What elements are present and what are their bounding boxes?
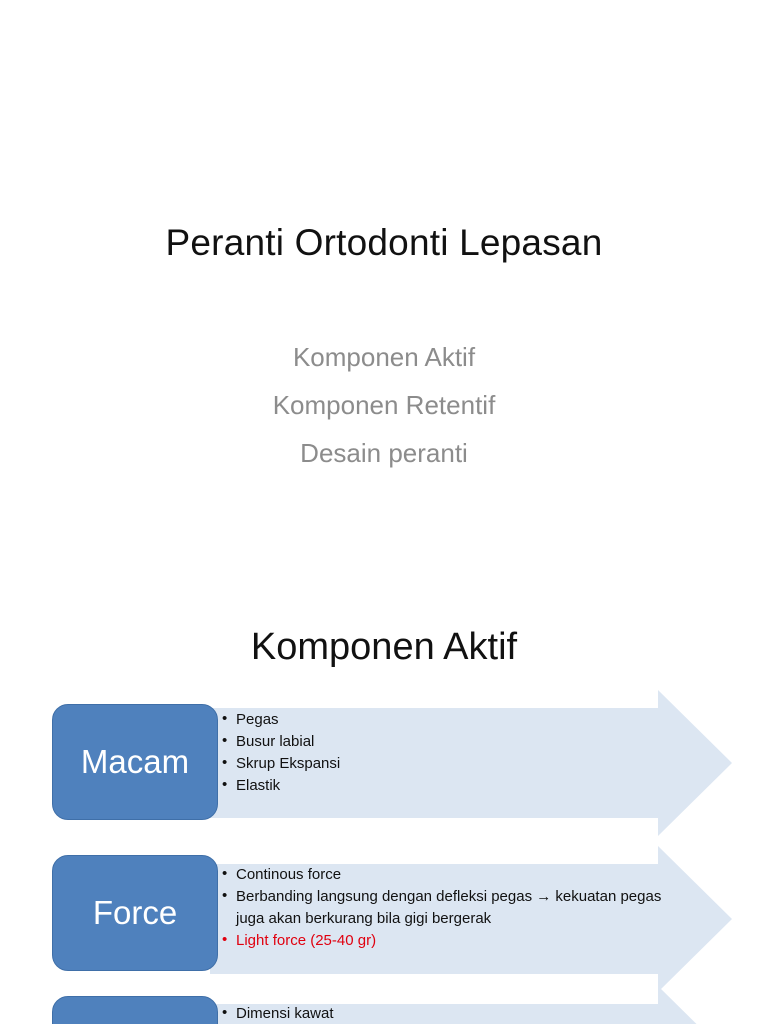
label-box: Force — [52, 855, 218, 971]
label-box — [52, 996, 218, 1024]
row-dimensi — [0, 986, 768, 1024]
bullet-list — [222, 1003, 642, 1024]
bullet-list — [222, 864, 662, 952]
subtitle-desain-peranti: Desain peranti — [300, 438, 468, 468]
subtitle-komponen-retentif: Komponen Retentif — [272, 390, 496, 420]
subtitle-komponen-aktif: Komponen Aktif — [292, 342, 476, 372]
bullet-item: • Busur labial — [222, 731, 642, 753]
bullet-item: • Dimensi kawat — [222, 1003, 642, 1024]
bullet-item: • Pegas — [222, 709, 642, 731]
bullet-item: • Continous force — [222, 864, 662, 886]
slide-komponen-aktif — [0, 580, 768, 1024]
row-macam — [0, 690, 768, 836]
bullet-item: • Elastik — [222, 775, 642, 797]
bullet-item: • Berbanding langsung dengan defleksi pegas → kekuatan pegas juga akan berkurang bila gigi bergerak — [222, 886, 662, 930]
slide-heading: Komponen Aktif — [250, 626, 518, 668]
bullet-item-highlight: • Light force (25-40 gr) — [222, 930, 662, 952]
bullet-list — [222, 709, 642, 797]
slide-title-subtitles — [0, 333, 768, 477]
label-box: Macam — [52, 704, 218, 820]
slide-title-heading: Peranti Ortodonti Lepasan — [165, 222, 603, 263]
row-force — [0, 846, 768, 992]
bullet-item: • Skrup Ekspansi — [222, 753, 642, 775]
